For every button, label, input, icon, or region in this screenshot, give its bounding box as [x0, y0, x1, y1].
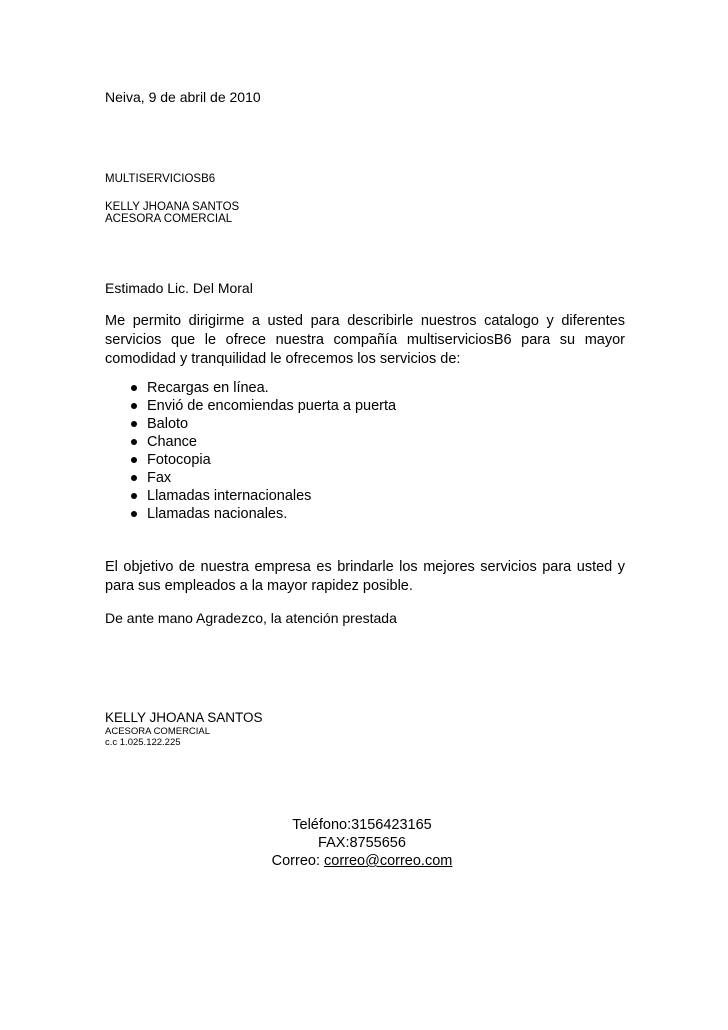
- intro-line-2: servicios que le ofrece nuestra compañía multiserviciosB6 para su mayor: [105, 332, 625, 348]
- list-item: Baloto: [105, 415, 396, 433]
- signature-role: ACESORA COMERCIAL: [105, 726, 211, 737]
- bullet-icon: [131, 439, 137, 445]
- bullet-icon: [131, 457, 137, 463]
- signature-name: KELLY JHOANA SANTOS: [105, 710, 263, 725]
- intro-line-3: comodidad y tranquilidad le ofrecemos los servicios de:: [105, 351, 461, 367]
- list-item: Llamadas nacionales.: [105, 505, 396, 523]
- objective-line-1: El objetivo de nuestra empresa es brindarle los mejores servicios para usted y: [105, 559, 625, 575]
- list-item: Chance: [105, 433, 396, 451]
- list-item: Llamadas internacionales: [105, 487, 396, 505]
- list-item: Fotocopia: [105, 451, 396, 469]
- list-item: Recargas en línea.: [105, 379, 396, 397]
- email-link[interactable]: correo@correo.com: [324, 853, 453, 869]
- contact-phone: Teléfono:3156423165: [292, 817, 432, 833]
- contact-email-line: [180, 852, 544, 870]
- email-label: Correo:: [271, 853, 325, 869]
- signature-id: c.c 1.025.122.225: [105, 737, 181, 748]
- bullet-icon: [131, 421, 137, 427]
- salutation: Estimado Lic. Del Moral: [105, 280, 253, 296]
- list-item: Fax: [105, 469, 396, 487]
- bullet-icon: [131, 493, 137, 499]
- bullet-icon: [131, 385, 137, 391]
- sender-name: KELLY JHOANA SANTOS: [105, 201, 240, 213]
- list-item: Envió de encomiendas puerta a puerta: [105, 397, 396, 415]
- contact-fax: FAX:8755656: [318, 835, 406, 851]
- intro-line-1: Me permito dirigirme a usted para describirle nuestros catalogo y diferentes: [105, 313, 625, 329]
- bullet-icon: [131, 403, 137, 409]
- objective-line-2: para sus empleados a la mayor rapidez posible.: [105, 578, 413, 594]
- sender-role: ACESORA COMERCIAL: [105, 213, 233, 225]
- company-name: MULTISERVICIOSB6: [105, 173, 216, 185]
- date-line: Neiva, 9 de abril de 2010: [105, 89, 261, 105]
- services-list: [105, 379, 396, 523]
- bullet-icon: [131, 511, 137, 517]
- thanks-line: De ante mano Agradezco, la atención prestada: [105, 610, 397, 626]
- bullet-icon: [131, 475, 137, 481]
